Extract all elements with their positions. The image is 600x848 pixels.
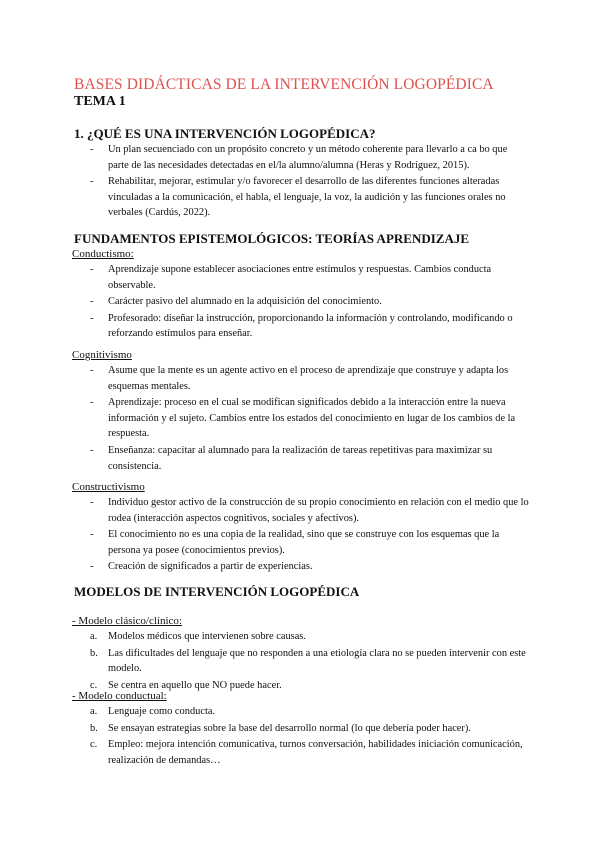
section-heading-fundamentos: FUNDAMENTOS EPISTEMOLÓGICOS: TEORÍAS APRENDIZAJE — [74, 231, 470, 246]
list-item-text: Se ensayan estrategias sobre la base del desarrollo normal (lo que debería poder hacer). — [108, 722, 471, 734]
list-item — [90, 363, 530, 394]
list-item-text: Individuo gestor activo de la construcción de su propio conocimiento en relación con el medio que lo rodea (interacción aspectos cognitivos, sociales y afectivos). — [108, 497, 529, 524]
list-item-text: El conocimiento no es una copia de la realidad, sino que se construye con los esquemas que la persona ya posee (conocimientos previos). — [108, 529, 500, 556]
list-marker: - — [90, 397, 94, 409]
list-item — [90, 174, 530, 221]
list-item — [90, 737, 530, 768]
document-subtitle: TEMA 1 — [74, 94, 126, 109]
list-item-text: Modelos médicos que intervienen sobre causas. — [108, 631, 306, 642]
list-item — [90, 311, 530, 342]
subsection-title-constructivismo: Constructivismo — [72, 481, 145, 493]
subsection-list-modelo-clasico — [90, 629, 530, 694]
list-marker: - — [90, 144, 94, 155]
list-item-text: Un plan secuenciado con un propósito concreto y un método coherente para llevarlo a ca bo que parte de las necesidades detectadas en el/la alumno/alumna (Heras y Rodríguez, 2015). — [108, 144, 508, 171]
list-item — [90, 721, 530, 737]
list-marker: a. — [90, 631, 98, 642]
list-item — [90, 395, 530, 442]
list-marker: a. — [90, 706, 98, 717]
list-marker: c. — [90, 739, 98, 751]
subsection-title-cognitivismo: Cognitivismo — [72, 349, 132, 361]
list-marker: b. — [90, 647, 98, 659]
list-item-text: Aprendizaje: proceso en el cual se modifican significados debido a la interacción entre la nueva información y el sujeto. Cambios entre los estados del conocimiento en lugar de los cambios de la respuesta. — [108, 397, 516, 440]
list-item — [90, 527, 530, 558]
list-marker: - — [90, 365, 94, 376]
list-item-text: Aprendizaje supone establecer asociaciones entre estímulos y respuestas. Cambios conducta observable. — [108, 264, 492, 291]
subsection-list-conductismo — [90, 262, 530, 343]
list-item — [90, 646, 530, 677]
list-item — [90, 262, 530, 293]
list-item — [90, 142, 530, 173]
list-item-text: Asume que la mente es un agente activo en el proceso de aprendizaje que construye y adapta los esquemas mentales. — [108, 365, 509, 392]
section-heading-modelos: MODELOS DE INTERVENCIÓN LOGOPÉDICA — [74, 584, 360, 599]
list-item — [90, 629, 530, 645]
list-item-text: Lenguaje como conducta. — [108, 706, 216, 717]
list-item-text: Se centra en aquello que NO puede hacer. — [108, 679, 282, 691]
list-item-text: Creación de significados a partir de experiencias. — [108, 561, 313, 573]
subsection-title-modelo-clasico: - Modelo clásico/clínico: — [72, 615, 182, 627]
subsection-list-cognitivismo — [90, 363, 530, 475]
list-item-text: Empleo: mejora intención comunicativa, turnos conversación, habilidades iniciación comunicación, realización de demandas… — [108, 739, 523, 766]
subsection-list-constructivismo — [90, 495, 530, 576]
list-item-text: Carácter pasivo del alumnado en la adquisición del conocimiento. — [108, 296, 382, 308]
list-item — [90, 294, 530, 310]
list-item-text: Rehabilitar, mejorar, estimular y/o favorecer el desarrollo de las diferentes funciones alteradas vinculadas a la comunicación, el habla, el lenguaje, la voz, la audición y las funciones orales no verbales (Cardús, 2022). — [108, 176, 506, 219]
list-item-text: Las dificultades del lenguaje que no responden a una etiología clara no se pueden intervenir con este modelo. — [108, 647, 526, 675]
list-item-text: Profesorado: diseñar la instrucción, proporcionando la información y controlando, modificando o reforzando estímulos para enseñar. — [108, 312, 513, 340]
list-marker: - — [90, 529, 94, 541]
list-marker: - — [90, 264, 94, 275]
list-marker: - — [90, 312, 94, 324]
list-marker: c. — [90, 679, 98, 691]
subsection-title-conductismo: Conductismo: — [72, 248, 134, 260]
list-item-text: Enseñanza: capacitar al alumnado para la realización de tareas repetitivas para maximizar su consistencia. — [108, 444, 493, 472]
list-marker: - — [90, 444, 94, 456]
list-item — [90, 704, 530, 720]
list-marker: - — [90, 561, 94, 573]
section-heading-que-es: 1. ¿QUÉ ES UNA INTERVENCIÓN LOGOPÉDICA? — [74, 126, 376, 141]
list-item — [90, 495, 530, 526]
list-item — [90, 559, 530, 575]
list-marker: b. — [90, 722, 98, 734]
document-title: BASES DIDÁCTICAS DE LA INTERVENCIÓN LOGOPÉDICA — [74, 76, 494, 93]
subsection-list-modelo-conductual — [90, 704, 530, 769]
section-list-que-es — [90, 142, 530, 222]
subsection-title-modelo-conductual: - Modelo conductual: — [72, 690, 167, 702]
list-marker: - — [90, 296, 94, 308]
list-item — [90, 443, 530, 474]
list-marker: - — [90, 176, 94, 188]
list-marker: - — [90, 497, 94, 508]
